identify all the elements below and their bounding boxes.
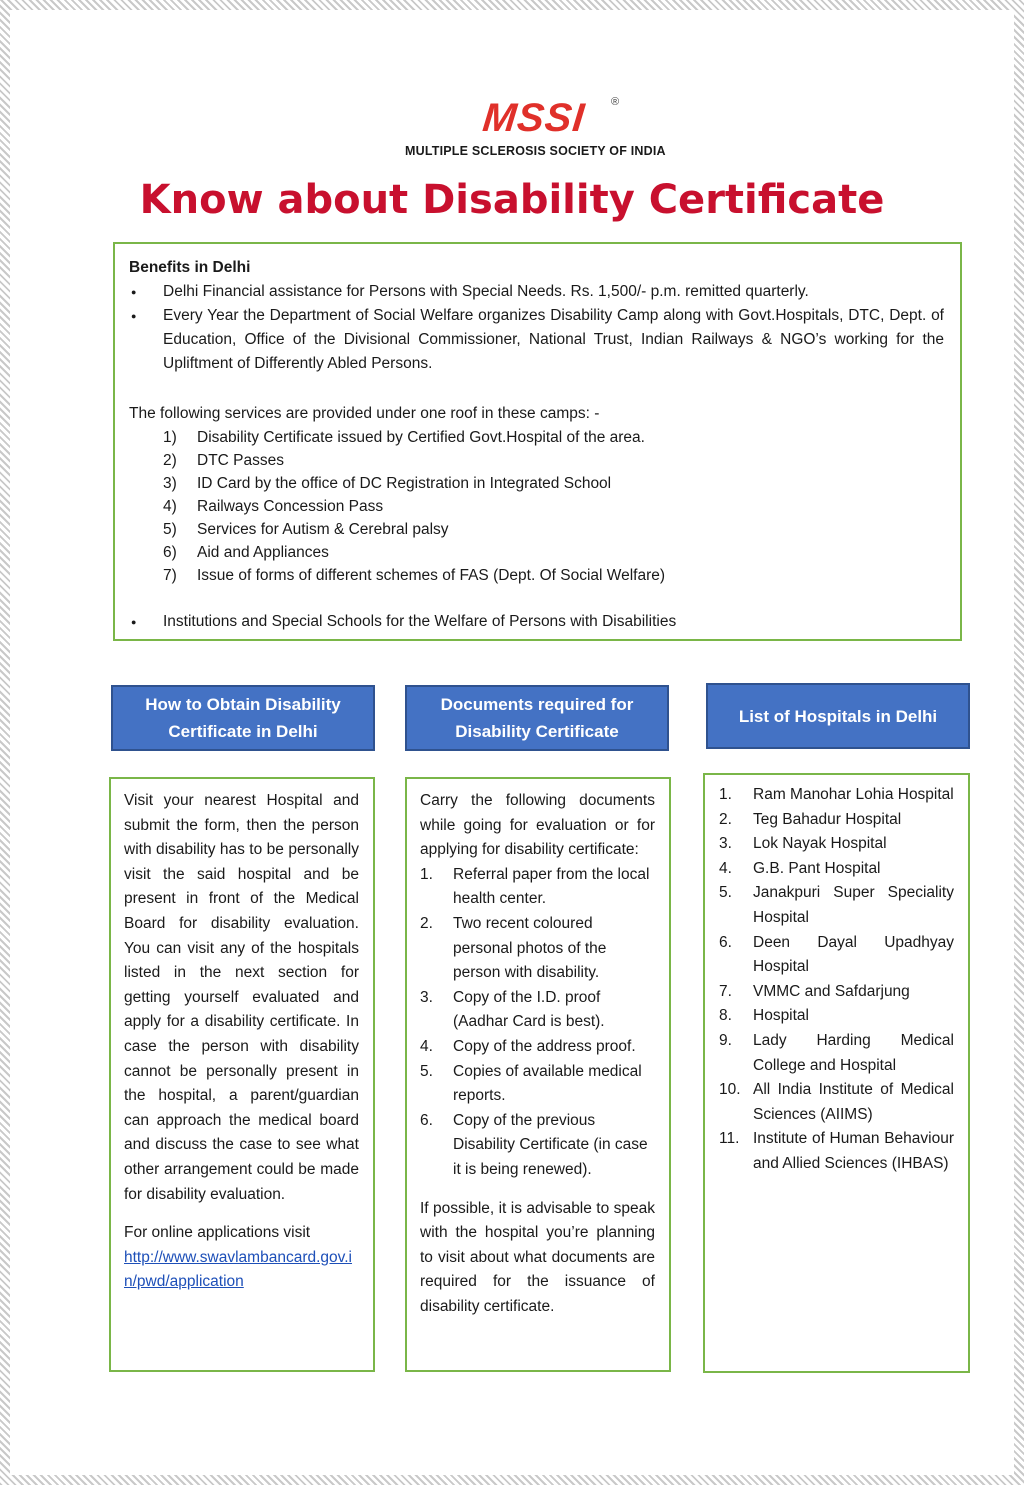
list-item: 4. G.B. Pant Hospital [719,859,881,877]
list-item: 10. All India Institute of Medical Sciences (AIIMS) [719,1081,954,1123]
services-intro: The following services are provided under one roof in these camps: - [129,405,600,422]
hospitals-header [706,683,970,749]
documents-list [420,863,655,1183]
list-item: 5) Services for Autism & Cerebral palsy [163,521,449,538]
list-item: 1. Ram Manohar Lohia Hospital [719,786,954,803]
documents-header [405,685,669,751]
list-item: 3) ID Card by the office of DC Registration in Integrated School [163,475,612,492]
logo-mark: MSSI [480,96,588,140]
list-item: 7. VMMC and Safdarjung [719,982,910,1000]
list-item: 2) DTC Passes [163,452,284,469]
application-link[interactable]: http://www.swavlambancard.gov.in/pwd/application [124,1248,353,1291]
list-item: 5. Janakpuri Super Speciality Hospital [719,884,954,926]
documents-advice: If possible, it is advisable to speak with the hospital you’re planning to visit about what documents are required for the issuance of disability certificate. [420,1199,655,1315]
benefits-box [113,242,962,641]
benefit-bullet-institutions: ● Institutions and Special Schools for the Welfare of Persons with Disabilities [129,610,944,634]
list-item: 1) Disability Certificate issued by Certified Govt.Hospital of the area. [163,429,645,446]
obtain-header-label: How to Obtain Disability Certificate in Delhi [145,695,341,741]
list-item: 5. Copies of available medical reports. [420,1062,642,1105]
list-item: 4. Copy of the address proof. [420,1037,636,1055]
logo-subtitle: MULTIPLE SCLEROSIS SOCIETY OF INDIA [405,144,666,158]
benefit-bullet-financial: ● Delhi Financial assistance for Persons with Special Needs. Rs. 1,500/- p.m. remitted quarterly. [129,280,944,304]
benefit-bullet-camp: ● Every Year the Department of Social Welfare organizes Disability Camp along with Govt.Hospitals, DTC, Dept. of Education, Office of the Divisional Commissioner, National Trust, Indian Railways & NGO’s working for the Upliftment of Differently Abled Persons. [129,304,944,376]
list-item: 4) Railways Concession Pass [163,498,384,515]
list-item: 3. Copy of the I.D. proof (Aadhar Card is best). [420,988,605,1031]
list-item: 8. Hospital [719,1007,809,1025]
list-item: 11. Institute of Human Behaviour and Allied Sciences (IHBAS) [719,1130,954,1172]
hospitals-list [719,783,954,1177]
mssi-logo [405,96,695,160]
obtain-box [109,777,375,1372]
list-item: 1. Referral paper from the local health center. [420,865,650,908]
benefits-heading: Benefits in Delhi [129,259,251,276]
documents-intro: Carry the following documents while going for evaluation or for applying for disability certificate: [420,792,655,859]
services-list [129,426,944,587]
obtain-instructions: Visit your nearest Hospital and submit the form, then the person with disability has to be personally visit the said hospital and be present in front of the Medical Board for disability evaluation. You can visit any of the hospitals listed in the next section for getting yourself evaluated and apply for a disability certificate. In case the person with disability cannot be personally present in the hospital, a parent/guardian can approach the medical board and discuss the case to see what other arrangement could be made for disability evaluation. [124,792,359,1203]
hospitals-header-label: List of Hospitals in Delhi [738,706,938,726]
list-item: 2. Two recent coloured personal photos of the person with disability. [420,914,607,982]
documents-header-label: Documents required for Disability Certificate [440,695,634,741]
list-item: 6. Deen Dayal Upadhyay Hospital [719,933,954,976]
list-item: 2. Teg Bahadur Hospital [719,810,902,828]
list-item: 6) Aid and Appliances [163,544,329,561]
list-item: 7) Issue of forms of different schemes of FAS (Dept. Of Social Welfare) [163,567,666,584]
page-title: Know about Disability Certificate [139,177,885,223]
list-item: 9. Lady Harding Medical College and Hospital [719,1031,954,1074]
list-item: 6. Copy of the previous Disability Certificate (in case it is being renewed). [420,1111,648,1178]
obtain-header [111,685,375,751]
list-item: 3. Lok Nayak Hospital [719,835,887,853]
online-application-text [124,1221,359,1295]
documents-box [405,777,671,1372]
online-application-label: For online applications visit [124,1224,311,1242]
hospitals-box [703,773,970,1373]
registered-mark: ® [611,96,620,108]
